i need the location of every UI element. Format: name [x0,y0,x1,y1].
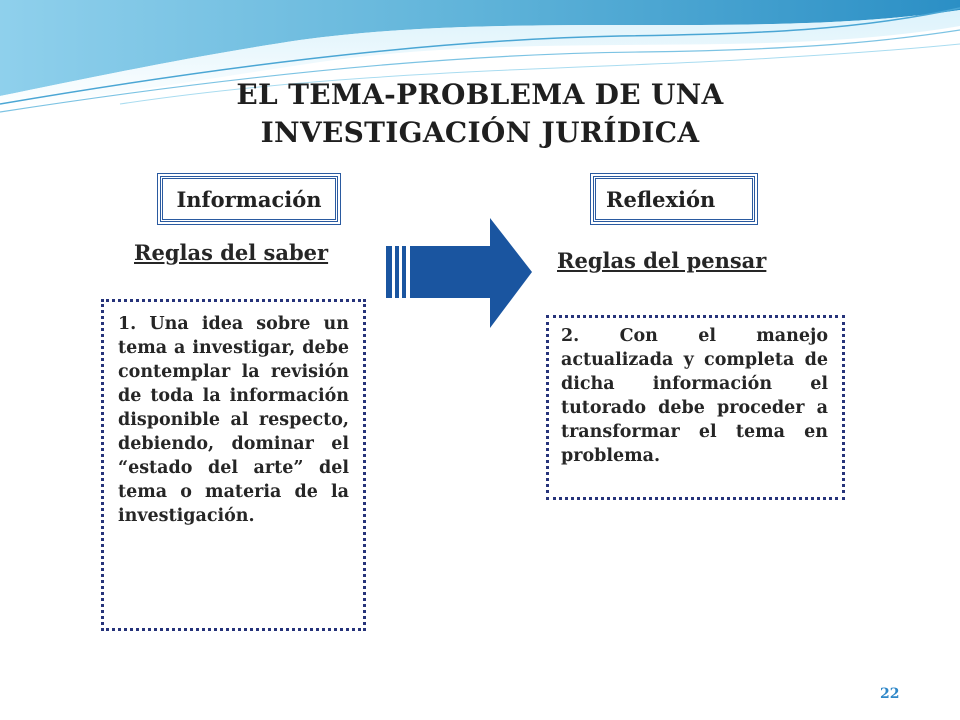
header-label-informacion: Información [176,186,322,212]
header-box-informacion [160,176,338,222]
text-manejo: 2. Con el manejo actualizada y completa de dicha información el tutorado debe proceder a transformar el tema en problema. [561,326,828,466]
subtitle-reglas-pensar: Reglas del pensar [557,248,767,273]
header-label-reflexion: Reflexión [606,186,716,212]
slide-title: EL TEMA-PROBLEMA DE UNA INVESTIGACIÓN JURÍDICA [236,78,724,149]
text-box-manejo [546,315,845,500]
text-idea: 1. Una idea sobre un tema a investigar, debe contemplar la revisión de toda la información disponible al respecto, debiendo, dominar el “estado del arte” del tema o materia de la investigación. [118,314,349,526]
arrow-stripe-1 [386,246,392,298]
subtitle-reglas-saber: Reglas del saber [134,240,329,265]
arrow-stripe-2 [395,246,399,298]
right-arrow-icon [386,218,532,328]
page-number: 22 [880,686,900,702]
arrow-stripe-3 [402,246,406,298]
header-box-reflexion [593,176,755,222]
text-box-idea [101,299,366,631]
arrow-body [410,218,532,328]
